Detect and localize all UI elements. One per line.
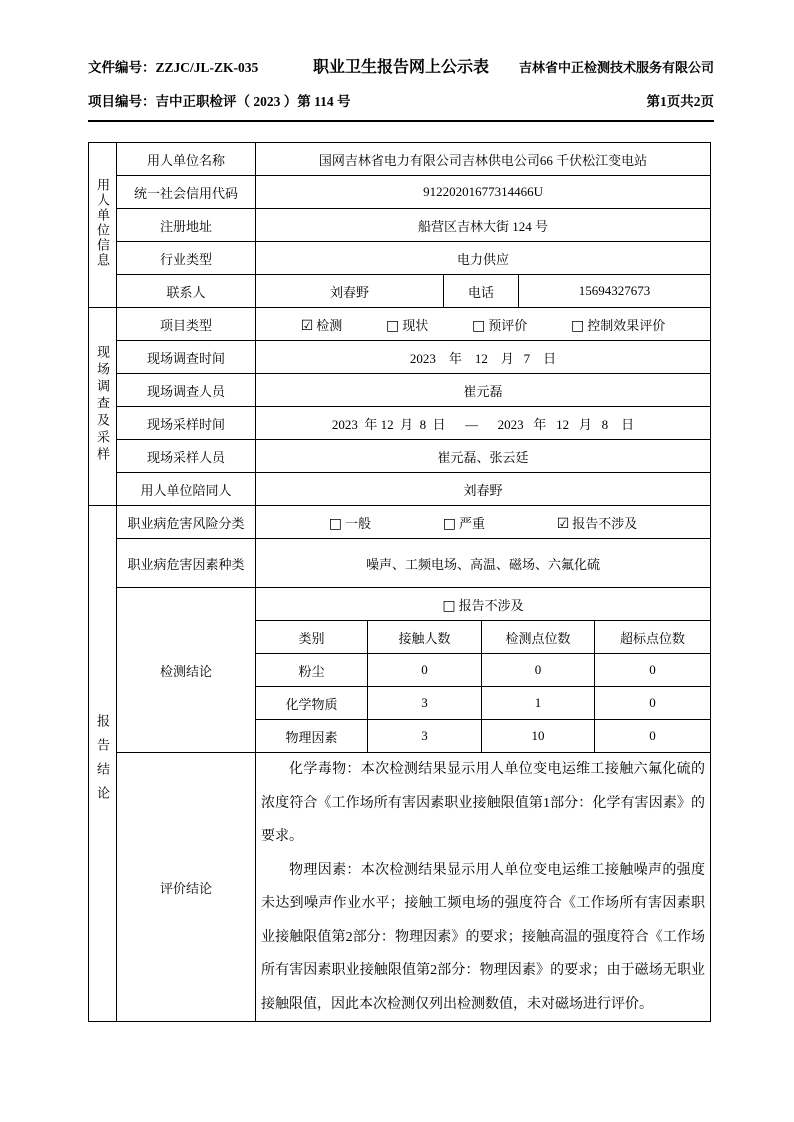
unchecked-checkbox-icon: □	[442, 597, 456, 614]
row-evaluation	[89, 753, 711, 1022]
checkbox-group	[257, 315, 709, 334]
document-header	[88, 54, 714, 122]
checkbox-label: 控制效果评价	[587, 317, 666, 333]
address-label: 注册地址	[117, 209, 256, 242]
checkbox-label: 预评价	[488, 317, 528, 333]
contact-value: 刘春野	[256, 275, 444, 308]
phone-value: 15694327673	[519, 275, 711, 308]
sampling-staff-label: 现场采样人员	[117, 440, 256, 473]
row-address	[89, 209, 711, 242]
escort-label: 用人单位陪同人	[117, 473, 256, 506]
checked-checkbox-icon: ☑	[300, 317, 314, 334]
survey-time-label: 现场调查时间	[117, 341, 256, 374]
cell-points: 1	[482, 687, 595, 720]
phone-label: 电话	[444, 275, 519, 308]
survey-staff-value: 崔元磊	[256, 374, 711, 407]
checkbox-pre-evaluation[interactable]	[472, 315, 527, 334]
row-sampling-time	[89, 407, 711, 440]
page-title: 职业卫生报告网上公示表	[312, 59, 489, 76]
evaluation-conclusion-label: 评价结论	[117, 753, 256, 1022]
row-sampling-staff	[89, 440, 711, 473]
project-type-options	[256, 308, 711, 341]
cell-exceed: 0	[595, 720, 711, 753]
checkbox-control-effect[interactable]	[571, 315, 665, 334]
checkbox-label: 一般	[344, 515, 371, 531]
row-industry	[89, 242, 711, 275]
cell-exceed: 0	[595, 654, 711, 687]
row-credit-code	[89, 176, 711, 209]
checkbox-label: 报告不涉及	[458, 597, 524, 613]
cell-exposed: 3	[368, 720, 482, 753]
unchecked-checkbox-icon: □	[571, 317, 585, 334]
header-row-1	[88, 54, 714, 77]
row-detection-na	[89, 588, 711, 621]
cell-exposed: 0	[368, 654, 482, 687]
row-escort	[89, 473, 711, 506]
row-contact	[89, 275, 711, 308]
checkbox-group	[257, 513, 709, 532]
checkbox-not-involved[interactable]	[557, 513, 638, 532]
checkbox-status-quo[interactable]	[386, 315, 428, 334]
factor-type-value: 噪声、工频电场、高温、磁场、六氟化硫	[256, 539, 711, 588]
unchecked-checkbox-icon: □	[472, 317, 486, 334]
escort-value: 刘春野	[256, 473, 711, 506]
col-header-category: 类别	[256, 621, 368, 654]
section-label-vertical: 报告结论	[95, 713, 110, 810]
survey-time-value: 2023 年 12 月 7 日	[256, 341, 711, 374]
cell-category: 粉尘	[256, 654, 368, 687]
row-project-type	[89, 308, 711, 341]
section-label-vertical: 现场调查及采样	[95, 345, 110, 464]
credit-code-label: 统一社会信用代码	[117, 176, 256, 209]
checkbox-label: 检测	[316, 317, 343, 333]
col-header-exceed-points: 超标点位数	[595, 621, 711, 654]
evaluation-paragraph-physical: 物理因素：本次检测结果显示用人单位变电运维工接触噪声的强度未达到噪声作业水平；接触工频电场的强度符合《工作场所有害因素职业接触限值第2部分：物理因素》的要求；接触高温的强度符合《工作场所有害因素职业接触限值第2部分：物理因素》的要求；由于磁场无职业接触限值，因此本次检测仅列出检测数值，未对磁场进行评价。	[261, 862, 706, 1012]
checkbox-label: 报告不涉及	[572, 515, 638, 531]
cell-points: 10	[482, 720, 595, 753]
project-number: 项目编号：吉中正职检评（ 2023 ）第 114 号	[88, 94, 351, 109]
contact-label: 联系人	[117, 275, 256, 308]
row-hazard-factors	[89, 539, 711, 588]
survey-staff-label: 现场调查人员	[117, 374, 256, 407]
detection-na-option	[256, 588, 711, 621]
file-number: 文件编号：ZZJC/JL-ZK-035	[88, 60, 259, 75]
form-table	[88, 142, 711, 1022]
section-survey-sampling	[89, 308, 117, 506]
evaluation-text	[257, 753, 709, 1021]
col-header-exposed-count: 接触人数	[368, 621, 482, 654]
document-content	[88, 54, 714, 1022]
checked-checkbox-icon: ☑	[556, 515, 570, 532]
evaluation-paragraph-chemical: 化学毒物：本次检测结果显示用人单位变电运维工接触六氟化硫的浓度符合《工作场所有害因素职业接触限值第1部分：化学有害因素》的要求。	[261, 762, 706, 844]
detection-conclusion-label: 检测结论	[117, 588, 256, 753]
employer-name-value: 国网吉林省电力有限公司吉林供电公司66 千伏松江变电站	[256, 143, 711, 176]
row-risk-classification	[89, 506, 711, 539]
checkbox-label: 现状	[402, 317, 429, 333]
section-report-conclusion	[89, 506, 117, 1022]
section-employer-info	[89, 143, 117, 308]
industry-label: 行业类型	[117, 242, 256, 275]
header-row-2	[88, 90, 714, 110]
checkbox-severe[interactable]	[443, 513, 485, 532]
col-header-detection-points: 检测点位数	[482, 621, 595, 654]
risk-class-label: 职业病危害风险分类	[117, 506, 256, 539]
factor-type-label: 职业病危害因素种类	[117, 539, 256, 588]
evaluation-conclusion-value	[256, 753, 711, 1022]
cell-category: 物理因素	[256, 720, 368, 753]
sampling-time-label: 现场采样时间	[117, 407, 256, 440]
row-survey-time	[89, 341, 711, 374]
sampling-time-value: 2023 年 12 月 8 日 — 2023 年 12 月 8 日	[256, 407, 711, 440]
sampling-staff-value: 崔元磊、张云廷	[256, 440, 711, 473]
unchecked-checkbox-icon: □	[386, 317, 400, 334]
section-label-vertical: 用人单位信息	[95, 178, 110, 268]
employer-name-label: 用人单位名称	[117, 143, 256, 176]
checkbox-label: 严重	[458, 515, 485, 531]
org-name: 吉林省中正检测技术服务有限公司	[518, 60, 714, 75]
row-survey-staff	[89, 374, 711, 407]
project-type-label: 项目类型	[117, 308, 256, 341]
cell-points: 0	[482, 654, 595, 687]
cell-exceed: 0	[595, 687, 711, 720]
risk-class-options	[256, 506, 711, 539]
unchecked-checkbox-icon: □	[442, 515, 456, 532]
checkbox-report-not-involved[interactable]	[442, 598, 523, 613]
checkbox-general[interactable]	[329, 513, 371, 532]
page-indicator: 第1页共2页	[646, 94, 714, 109]
unchecked-checkbox-icon: □	[328, 515, 342, 532]
cell-category: 化学物质	[256, 687, 368, 720]
credit-code-value: 91220201677314466U	[256, 176, 711, 209]
row-employer-name	[89, 143, 711, 176]
industry-value: 电力供应	[256, 242, 711, 275]
cell-exposed: 3	[368, 687, 482, 720]
address-value: 船营区吉林大街 124 号	[256, 209, 711, 242]
checkbox-detection[interactable]	[301, 315, 343, 334]
